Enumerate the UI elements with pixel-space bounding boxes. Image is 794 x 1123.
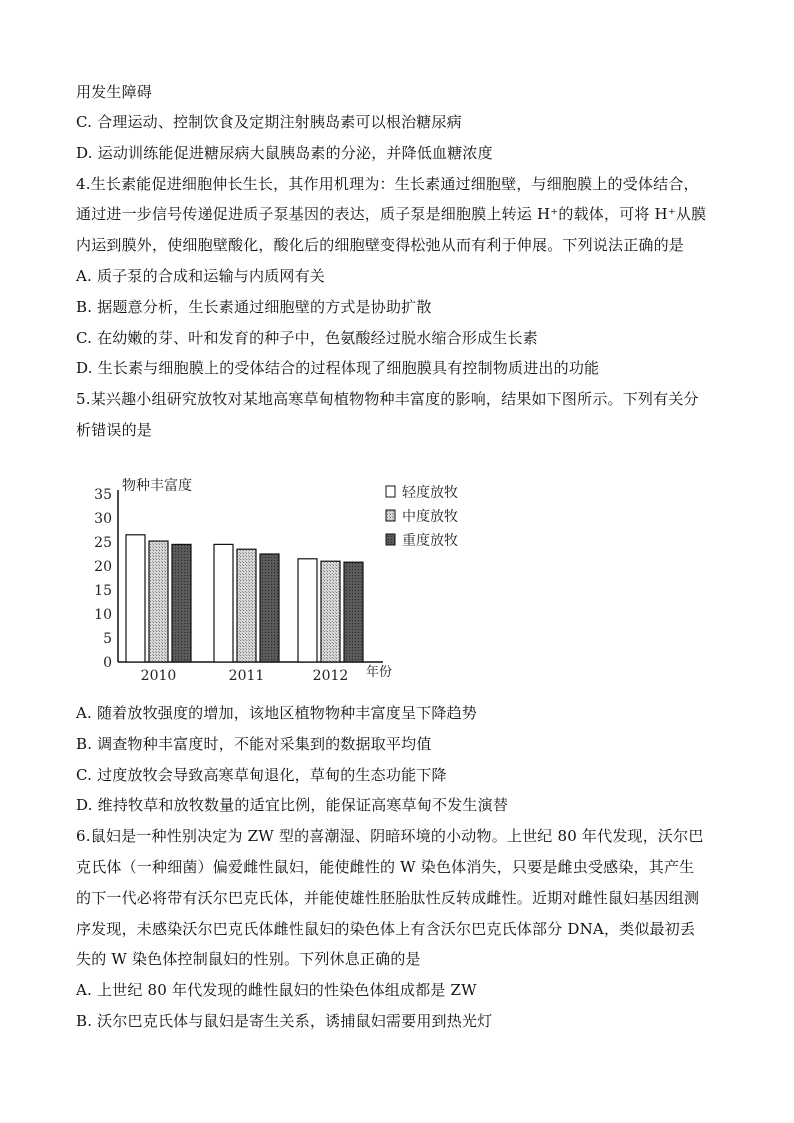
y-tick-label: 15 xyxy=(94,583,112,599)
bar xyxy=(149,541,168,662)
y-tick-label: 35 xyxy=(94,487,112,503)
text-line: B. 据题意分析，生长素通过细胞壁的方式是协助扩散 xyxy=(76,298,432,316)
text-line: 6.鼠妇是一种性别决定为 ZW 型的喜潮湿、阴暗环境的小动物。上世纪 80 年代发现，沃尔巴 xyxy=(76,827,704,845)
legend-label: 轻度放牧 xyxy=(402,485,458,501)
text-line: 克氏体（一种细菌）偏爱雌性鼠妇，能使雌性的 W 染色体消失，只要是雌虫受感染，其产生 xyxy=(76,858,695,876)
y-tick-labels xyxy=(94,487,112,671)
legend-swatch xyxy=(386,486,395,497)
legend xyxy=(386,484,458,549)
text-line: A. 质子泵的合成和运输与内质网有关 xyxy=(76,267,325,285)
x-tick-labels xyxy=(141,668,349,684)
text-line: 用发生障碍 xyxy=(76,83,153,101)
legend-label: 中度放牧 xyxy=(402,509,458,525)
text-line: B. 调查物种丰富度时，不能对采集到的数据取平均值 xyxy=(76,735,432,753)
y-tick-label: 5 xyxy=(103,631,112,647)
text-line: 4.生长素能促进细胞伸长生长，其作用机理为：生长素通过细胞壁，与细胞膜上的受体结合， xyxy=(76,175,699,193)
text-line: 析错误的是 xyxy=(76,421,153,439)
text-line: C. 过度放牧会导致高寒草甸退化，草甸的生态功能下降 xyxy=(76,766,447,784)
legend-label: 重度放牧 xyxy=(402,533,458,549)
text-line: D. 运动训练能促进糖尿病大鼠胰岛素的分泌，并降低血糖浓度 xyxy=(76,144,493,162)
text-line: A. 随着放牧强度的增加，该地区植物物种丰富度呈下降趋势 xyxy=(76,704,477,722)
y-tick-label: 20 xyxy=(94,559,112,575)
y-tick-label: 30 xyxy=(94,511,112,527)
text-line: C. 在幼嫩的芽、叶和发育的种子中，色氨酸经过脱水缩合形成生长素 xyxy=(76,329,538,347)
bars xyxy=(126,535,363,662)
bar xyxy=(321,561,340,662)
y-axis-label: 物种丰富度 xyxy=(122,478,192,494)
text-line: B. 沃尔巴克氏体与鼠妇是寄生关系，诱捕鼠妇需要用到热光灯 xyxy=(76,1012,493,1030)
x-tick-label: 2011 xyxy=(228,668,265,684)
bar xyxy=(214,544,233,662)
bar xyxy=(260,554,279,662)
x-axis-label: 年份 xyxy=(366,665,393,680)
text-line: A. 上世纪 80 年代发现的雌性鼠妇的性染色体组成都是 ZW xyxy=(76,981,477,999)
text-line: 通过进一步信号传递促进质子泵基因的表达，质子泵是细胞膜上转运 H⁺的载体，可将 H⁺从膜 xyxy=(76,205,707,223)
legend-swatch xyxy=(386,510,395,521)
bar xyxy=(344,562,363,662)
bar xyxy=(298,559,317,662)
text-line: 失的 W 染色体控制鼠妇的性别。下列休息正确的是 xyxy=(76,950,421,968)
y-tick-label: 10 xyxy=(94,607,112,623)
bar xyxy=(172,544,191,662)
text-line: 5.某兴趣小组研究放牧对某地高寒草甸植物物种丰富度的影响，结果如下图所示。下列有关分 xyxy=(76,390,699,408)
bar xyxy=(237,549,256,662)
x-tick-label: 2012 xyxy=(312,668,349,684)
x-tick-label: 2010 xyxy=(140,668,177,684)
text-line: D. 维持牧草和放牧数量的适宜比例，能保证高寒草甸不发生演替 xyxy=(76,796,509,814)
text-line: 的下一代必将带有沃尔巴克氏体，并能使雄性胚胎肽性反转成雌性。近期对雌性鼠妇基因组测 xyxy=(76,889,700,907)
text-line: D. 生长素与细胞膜上的受体结合的过程体现了细胞膜具有控制物质进出的功能 xyxy=(76,359,600,377)
text-line: 内运到膜外，使细胞壁酸化，酸化后的细胞壁变得松弛从而有利于伸展。下列说法正确的是 xyxy=(76,236,685,254)
text-line: C. 合理运动、控制饮食及定期注射胰岛素可以根治糖尿病 xyxy=(76,113,462,131)
y-tick-label: 25 xyxy=(94,535,112,551)
species-richness-bar-chart xyxy=(78,472,498,692)
bar xyxy=(126,535,145,662)
legend-swatch xyxy=(386,534,395,545)
text-line: 序发现，未感染沃尔巴克氏体雌性鼠妇的染色体上有含沃尔巴克氏体部分 DNA，类似最初丢 xyxy=(76,920,696,938)
y-tick-label: 0 xyxy=(103,655,112,671)
